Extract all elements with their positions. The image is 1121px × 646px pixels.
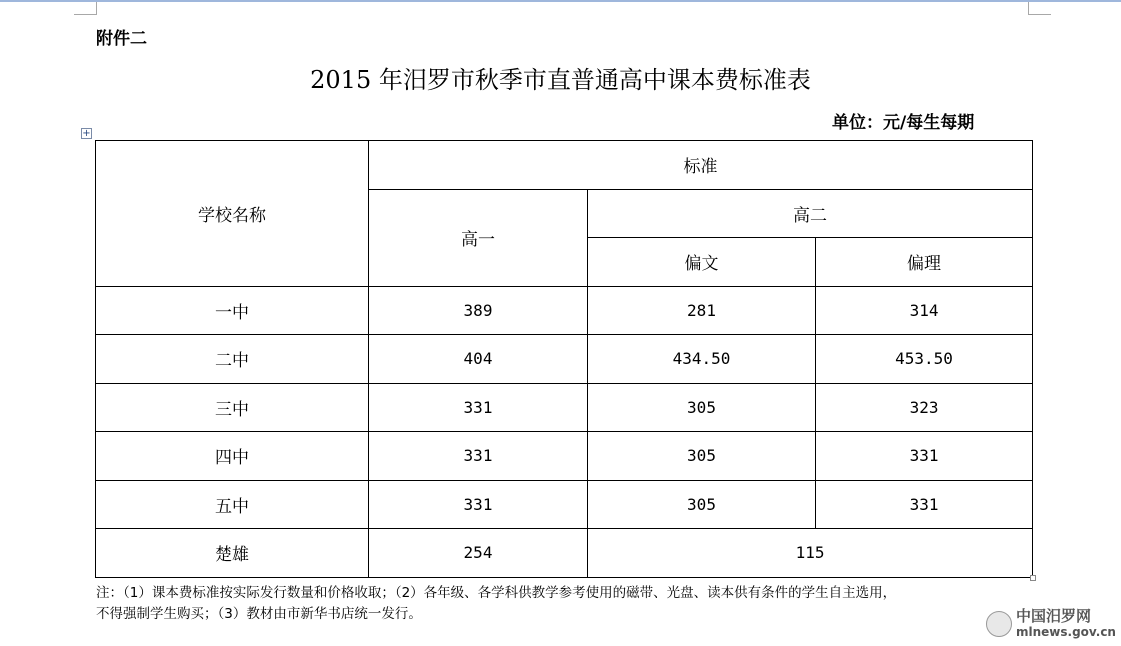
page-top-rule [0,0,1121,2]
header-standard: 标准 [369,141,1033,190]
table-row [96,335,1033,384]
header-science: 偏理 [816,238,1033,287]
science-fee-cell: 453.50 [816,335,1033,384]
header-grade2: 高二 [588,189,1033,238]
table-move-handle-icon[interactable]: + [82,128,91,139]
grade1-fee-cell: 254 [369,529,588,578]
school-cell: 一中 [96,286,369,335]
footnote [96,583,1036,625]
grade1-fee-cell: 331 [369,383,588,432]
watermark-site-name: 中国汨罗网 [1016,607,1092,625]
header-arts: 偏文 [588,238,816,287]
crop-mark-top-left [74,2,97,15]
footnote-line: 不得强制学生购买；（3）教材由市新华书店统一发行。 [96,606,422,622]
table-row [96,529,1033,578]
arts-fee-cell: 305 [588,432,816,481]
arts-fee-cell: 305 [588,480,816,529]
grade1-fee-cell: 389 [369,286,588,335]
table-row [96,286,1033,335]
watermark-logo-icon [986,611,1012,637]
watermark-url: mlnews.gov.cn [1016,625,1116,639]
document-title: 2015 年汨罗市秋季市直普通高中课本费标准表 [310,66,811,94]
grade1-fee-cell: 331 [369,480,588,529]
science-fee-cell: 331 [816,480,1033,529]
table-row [96,480,1033,529]
grade2-merged-fee-cell: 115 [588,529,1033,578]
attachment-label: 附件二 [96,29,147,49]
grade1-fee-cell: 404 [369,335,588,384]
arts-fee-cell: 434.50 [588,335,816,384]
table-row [96,432,1033,481]
science-fee-cell: 323 [816,383,1033,432]
crop-mark-top-right [1028,2,1051,15]
header-school-name: 学校名称 [96,141,369,287]
science-fee-cell: 331 [816,432,1033,481]
site-watermark [986,605,1116,643]
school-cell: 四中 [96,432,369,481]
footnote-line: 注：（1）课本费标准按实际发行数量和价格收取；（2）各年级、各学科供教学参考使用的磁带、光盘、读本供有条件的学生自主选用， [96,585,897,601]
grade1-fee-cell: 331 [369,432,588,481]
table-row [96,383,1033,432]
school-cell: 三中 [96,383,369,432]
header-grade1: 高一 [369,189,588,286]
school-cell: 楚雄 [96,529,369,578]
science-fee-cell: 314 [816,286,1033,335]
arts-fee-cell: 281 [588,286,816,335]
fee-table [95,140,1033,578]
table-header-row [96,141,1033,190]
school-cell: 五中 [96,480,369,529]
table-resize-handle-icon[interactable] [1030,575,1036,581]
unit-label: 单位：元/每生每期 [832,113,975,133]
arts-fee-cell: 305 [588,383,816,432]
school-cell: 二中 [96,335,369,384]
